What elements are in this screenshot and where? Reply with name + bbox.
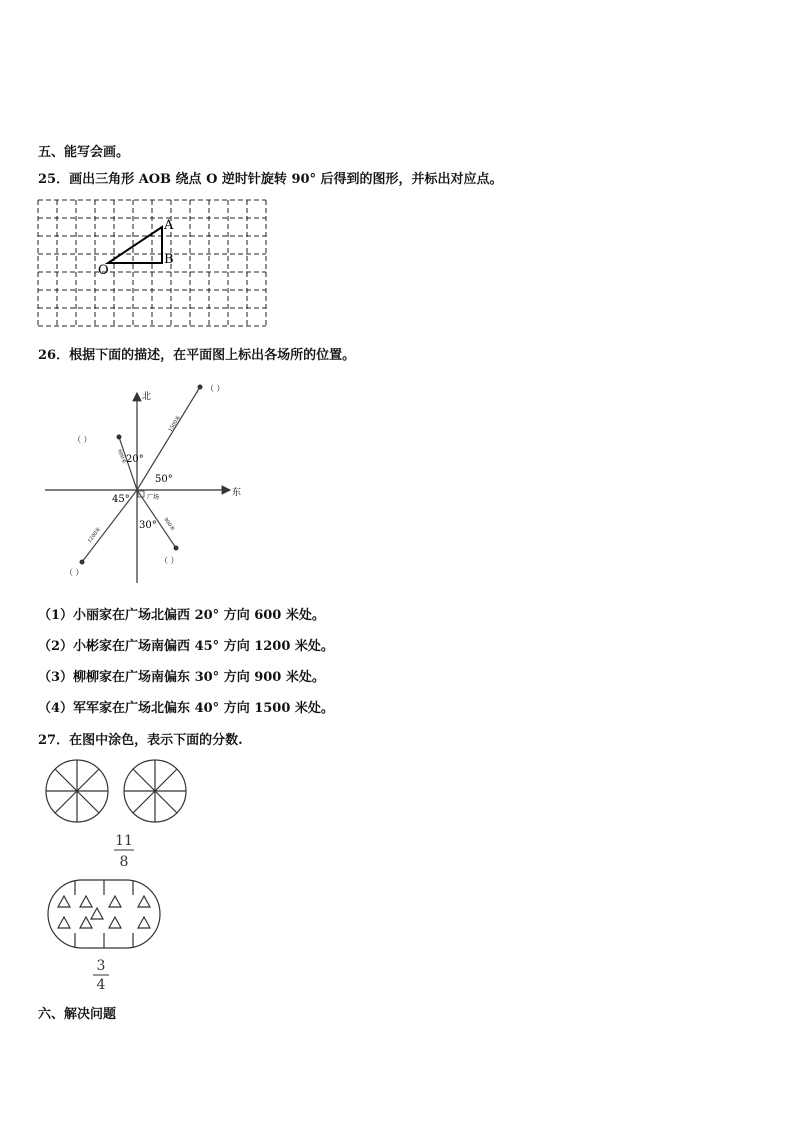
triangle-aob xyxy=(108,227,162,263)
circle-eighths-right xyxy=(124,760,186,822)
fraction-11-8-denominator: 8 xyxy=(119,854,129,870)
question-25-text: 25．画出三角形 AOB 绕点 O 逆时针旋转 90° 后得到的图形，并标出对应点。 xyxy=(38,172,503,187)
fraction-3-4-denominator: 4 xyxy=(96,977,106,990)
q26-item-4: （4）军军家在广场北偏东 40° 方向 1500 米处。 xyxy=(38,701,334,716)
point-northwest xyxy=(117,435,122,440)
section-5-title: 五、能写会画。 xyxy=(38,145,130,160)
distance-1200: 1200米 xyxy=(86,526,103,545)
rotation-grid-figure xyxy=(30,192,275,332)
q26-item-3: （3）柳柳家在广场南偏东 30° 方向 900 米处。 xyxy=(38,670,325,685)
blank-northeast: （ ） xyxy=(206,384,225,393)
label-b: B xyxy=(164,252,174,267)
point-southeast xyxy=(174,546,179,551)
north-label: 北 xyxy=(142,392,152,402)
east-label: 东 xyxy=(232,488,242,498)
fraction-3-4-numerator: 3 xyxy=(96,958,106,974)
angle-50: 50° xyxy=(155,474,173,485)
angle-20: 20° xyxy=(126,454,144,465)
distance-900: 900米 xyxy=(162,516,176,533)
question-27-text: 27．在图中涂色，表示下面的分数. xyxy=(38,733,243,748)
label-o: O xyxy=(98,263,109,278)
q26-item-1: （1）小丽家在广场北偏西 20° 方向 600 米处。 xyxy=(38,608,325,623)
label-a: A xyxy=(164,218,174,233)
point-northeast xyxy=(198,385,203,390)
fraction-3-4 xyxy=(93,958,109,990)
blank-northwest: （ ） xyxy=(73,435,92,444)
angle-45: 45° xyxy=(112,494,130,505)
fraction-11-8-numerator: 11 xyxy=(115,833,133,849)
capsule-triangles xyxy=(48,880,160,948)
section-6-title: 六、解决问题 xyxy=(38,1007,117,1022)
blank-southeast: （ ） xyxy=(160,556,179,565)
angle-30: 30° xyxy=(139,520,157,531)
circle-eighths-left xyxy=(46,760,108,822)
distance-600: 600米 xyxy=(116,448,127,465)
direction-map-figure xyxy=(40,378,260,588)
q26-item-2: （2）小彬家在广场南偏西 45° 方向 1200 米处。 xyxy=(38,639,334,654)
point-southwest xyxy=(80,560,85,565)
question-26-text: 26．根据下面的描述，在平面图上标出各场所的位置。 xyxy=(38,348,356,363)
fraction-figures xyxy=(38,755,208,990)
distance-1500: 1500米 xyxy=(167,414,183,434)
blank-southwest: （ ） xyxy=(65,568,84,577)
fraction-11-8 xyxy=(114,833,134,870)
square-label: 广场 xyxy=(147,494,160,501)
